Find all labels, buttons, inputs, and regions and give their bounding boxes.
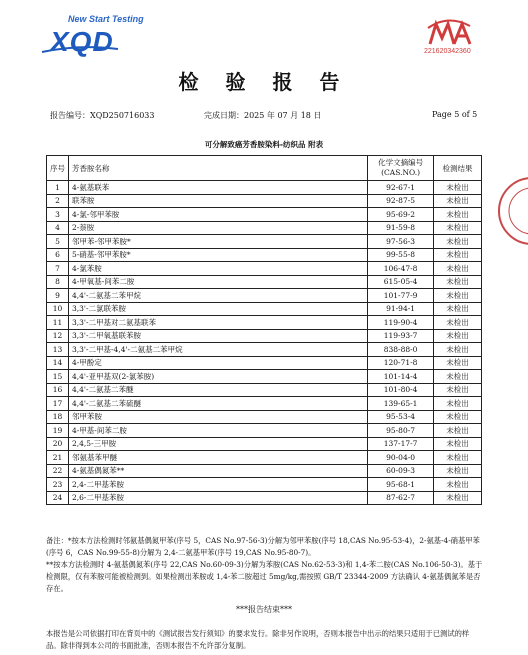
row-cas-number: 120-71-8: [368, 356, 434, 370]
row-result: 未检出: [434, 208, 482, 222]
header-result: 检测结果: [434, 156, 482, 181]
row-result: 未检出: [434, 410, 482, 424]
row-cas-number: 95-68-1: [368, 478, 434, 492]
row-cas-number: 95-69-2: [368, 208, 434, 222]
row-seq: 4: [47, 221, 69, 235]
row-seq: 19: [47, 424, 69, 438]
row-cas-number: 87-62-7: [368, 491, 434, 505]
row-seq: 22: [47, 464, 69, 478]
row-result: 未检出: [434, 329, 482, 343]
table-row: [47, 491, 482, 505]
end-of-report: ***报告结束***: [236, 605, 292, 614]
row-cas-number: 95-80-7: [368, 424, 434, 438]
table-row: [47, 221, 482, 235]
row-cas-number: 92-87-5: [368, 194, 434, 208]
row-seq: 3: [47, 208, 69, 222]
table-row: [47, 208, 482, 222]
row-result: 未检出: [434, 437, 482, 451]
row-amine-name: 4-甲氧基-间苯二胺: [69, 275, 368, 289]
header-cas: 化学文摘编号 (CAS.NO.): [368, 156, 434, 181]
table-row: [47, 397, 482, 411]
row-cas-number: 90-04-0: [368, 451, 434, 465]
row-seq: 5: [47, 235, 69, 249]
row-seq: 1: [47, 181, 69, 195]
row-seq: 7: [47, 262, 69, 276]
brand-mark: XQD: [50, 26, 114, 57]
row-amine-name: 2-萘胺: [69, 221, 368, 235]
row-result: 未检出: [434, 464, 482, 478]
row-seq: 10: [47, 302, 69, 316]
header-name: 芳香胺名称: [69, 156, 368, 181]
row-amine-name: 4,4'-二氨基二苯硫醚: [69, 397, 368, 411]
row-result: 未检出: [434, 356, 482, 370]
report-title: 检 验 报 告: [178, 70, 350, 94]
cma-logo-icon: [424, 18, 474, 48]
row-seq: 9: [47, 289, 69, 303]
table-row: [47, 437, 482, 451]
table-row: [47, 370, 482, 384]
note-1: 备注：*按本方法检测时邻氨基偶氮甲苯(序号 5，CAS No.97-56-3)分解为邻甲苯胺(序号 18,CAS No.95-53-4)，2-氨基-4-硝基甲苯(序号 6，CAS No.99-55-8)分解为 2,4-二氨基甲苯(序号 19,CAS No.95-80-7)。: [46, 536, 480, 557]
note-2: **按本方法检测时 4-氨基偶氮苯(序号 22,CAS No.60-09-3)分解为苯胺(CAS No.62-53-3)和 1,4-苯二胺(CAS No.106-50-3)。基于检测限，仅有苯胺可能被检测到。如果检测出苯胺或 1,4-苯二胺超过 5mg/kg,需按照 GB/T 23344-2009 方法确认 4-氨基偶氮苯是否存在。: [46, 560, 483, 593]
row-cas-number: 119-90-4: [368, 316, 434, 330]
row-result: 未检出: [434, 248, 482, 262]
row-amine-name: 4-甲基-间苯二胺: [69, 424, 368, 438]
table-row: [47, 410, 482, 424]
table-row: [47, 275, 482, 289]
table-header-row: [47, 156, 482, 181]
row-result: 未检出: [434, 181, 482, 195]
row-cas-number: 95-53-4: [368, 410, 434, 424]
disclaimer: 本报告是公司依据打印在背页中的《测试报告发行须知》的要求发行。除非另作说明，否则本报告中出示的结果只适用于已测试的样品。除非得到本公司的书面批准，否则本报告不允许部分复制。: [46, 629, 470, 650]
row-result: 未检出: [434, 383, 482, 397]
table-row: [47, 383, 482, 397]
row-result: 未检出: [434, 275, 482, 289]
row-cas-number: 838-88-0: [368, 343, 434, 357]
row-seq: 11: [47, 316, 69, 330]
row-seq: 21: [47, 451, 69, 465]
table-row: [47, 289, 482, 303]
row-seq: 15: [47, 370, 69, 384]
row-amine-name: 邻甲苯-邻甲苯胺*: [69, 235, 368, 249]
edge-seal-stamp-icon: [498, 176, 528, 246]
row-result: 未检出: [434, 451, 482, 465]
row-amine-name: 邻氨基苯甲醚: [69, 451, 368, 465]
report-number: 报告编号：XQD250716033: [50, 111, 155, 120]
row-amine-name: 3,3'-二氯联苯胺: [69, 302, 368, 316]
table-row: [47, 194, 482, 208]
cma-number: 221620342360: [424, 48, 471, 55]
row-cas-number: 97-56-3: [368, 235, 434, 249]
amine-results-table: [46, 155, 482, 505]
table-row: [47, 424, 482, 438]
row-amine-name: 2,4,5-三甲胺: [69, 437, 368, 451]
table-row: [47, 329, 482, 343]
row-result: 未检出: [434, 289, 482, 303]
cma-seal: [424, 18, 474, 60]
row-result: 未检出: [434, 397, 482, 411]
page-number: Page 5 of 5: [432, 110, 478, 119]
row-amine-name: 4-甲酚定: [69, 356, 368, 370]
row-seq: 6: [47, 248, 69, 262]
row-amine-name: 3,3'-二甲氧基联苯胺: [69, 329, 368, 343]
header-seq: 序号: [47, 156, 69, 181]
completion-date: 完成日期：2025 年 07 月 18 日: [204, 111, 322, 120]
row-cas-number: 615-05-4: [368, 275, 434, 289]
row-amine-name: 4,4'-二氨基二苯醚: [69, 383, 368, 397]
row-cas-number: 106-47-8: [368, 262, 434, 276]
row-seq: 14: [47, 356, 69, 370]
row-amine-name: 3,3'-二甲基-4,4'-二氨基二苯甲烷: [69, 343, 368, 357]
row-cas-number: 92-67-1: [368, 181, 434, 195]
table-row: [47, 262, 482, 276]
row-cas-number: 91-94-1: [368, 302, 434, 316]
row-cas-number: 99-55-8: [368, 248, 434, 262]
table-body: [47, 181, 482, 505]
table-row: [47, 478, 482, 492]
row-result: 未检出: [434, 316, 482, 330]
row-seq: 16: [47, 383, 69, 397]
row-seq: 23: [47, 478, 69, 492]
row-cas-number: 101-80-4: [368, 383, 434, 397]
table-row: [47, 356, 482, 370]
table-subtitle: 可分解致癌芳香胺染料-纺织品 附表: [204, 140, 324, 149]
row-cas-number: 137-17-7: [368, 437, 434, 451]
row-amine-name: 2,4-二甲基苯胺: [69, 478, 368, 492]
row-result: 未检出: [434, 302, 482, 316]
row-cas-number: 60-09-3: [368, 464, 434, 478]
table-row: [47, 464, 482, 478]
row-result: 未检出: [434, 343, 482, 357]
row-seq: 20: [47, 437, 69, 451]
row-amine-name: 4-氨基联苯: [69, 181, 368, 195]
row-amine-name: 4,4'-亚甲基双(2-氯苯胺): [69, 370, 368, 384]
row-result: 未检出: [434, 262, 482, 276]
row-amine-name: 邻甲苯胺: [69, 410, 368, 424]
row-cas-number: 119-93-7: [368, 329, 434, 343]
row-seq: 17: [47, 397, 69, 411]
table-row: [47, 235, 482, 249]
table-row: [47, 343, 482, 357]
row-amine-name: 4-氨基偶氮苯**: [69, 464, 368, 478]
row-result: 未检出: [434, 235, 482, 249]
row-amine-name: 4-氯苯胺: [69, 262, 368, 276]
row-result: 未检出: [434, 478, 482, 492]
row-cas-number: 139-65-1: [368, 397, 434, 411]
row-cas-number: 101-14-4: [368, 370, 434, 384]
table-row: [47, 451, 482, 465]
row-seq: 2: [47, 194, 69, 208]
table-row: [47, 248, 482, 262]
table-row: [47, 181, 482, 195]
company-logo: [36, 12, 156, 58]
row-cas-number: 101-77-9: [368, 289, 434, 303]
row-result: 未检出: [434, 491, 482, 505]
row-seq: 24: [47, 491, 69, 505]
logo-swoosh-icon: [40, 46, 120, 54]
brand-tagline: New Start Testing: [68, 14, 144, 24]
table-row: [47, 302, 482, 316]
row-amine-name: 5-硝基-邻甲苯胺*: [69, 248, 368, 262]
row-seq: 12: [47, 329, 69, 343]
row-amine-name: 4,4'-二氨基二苯甲烷: [69, 289, 368, 303]
row-seq: 8: [47, 275, 69, 289]
row-amine-name: 联苯胺: [69, 194, 368, 208]
row-result: 未检出: [434, 424, 482, 438]
row-result: 未检出: [434, 194, 482, 208]
notes-section: [46, 535, 484, 595]
row-amine-name: 2,6-二甲基苯胺: [69, 491, 368, 505]
row-amine-name: 3,3'-二甲基对二氨基联苯: [69, 316, 368, 330]
row-seq: 13: [47, 343, 69, 357]
row-amine-name: 4-氯-邻甲苯胺: [69, 208, 368, 222]
table-row: [47, 316, 482, 330]
row-cas-number: 91-59-8: [368, 221, 434, 235]
row-result: 未检出: [434, 221, 482, 235]
row-result: 未检出: [434, 370, 482, 384]
row-seq: 18: [47, 410, 69, 424]
